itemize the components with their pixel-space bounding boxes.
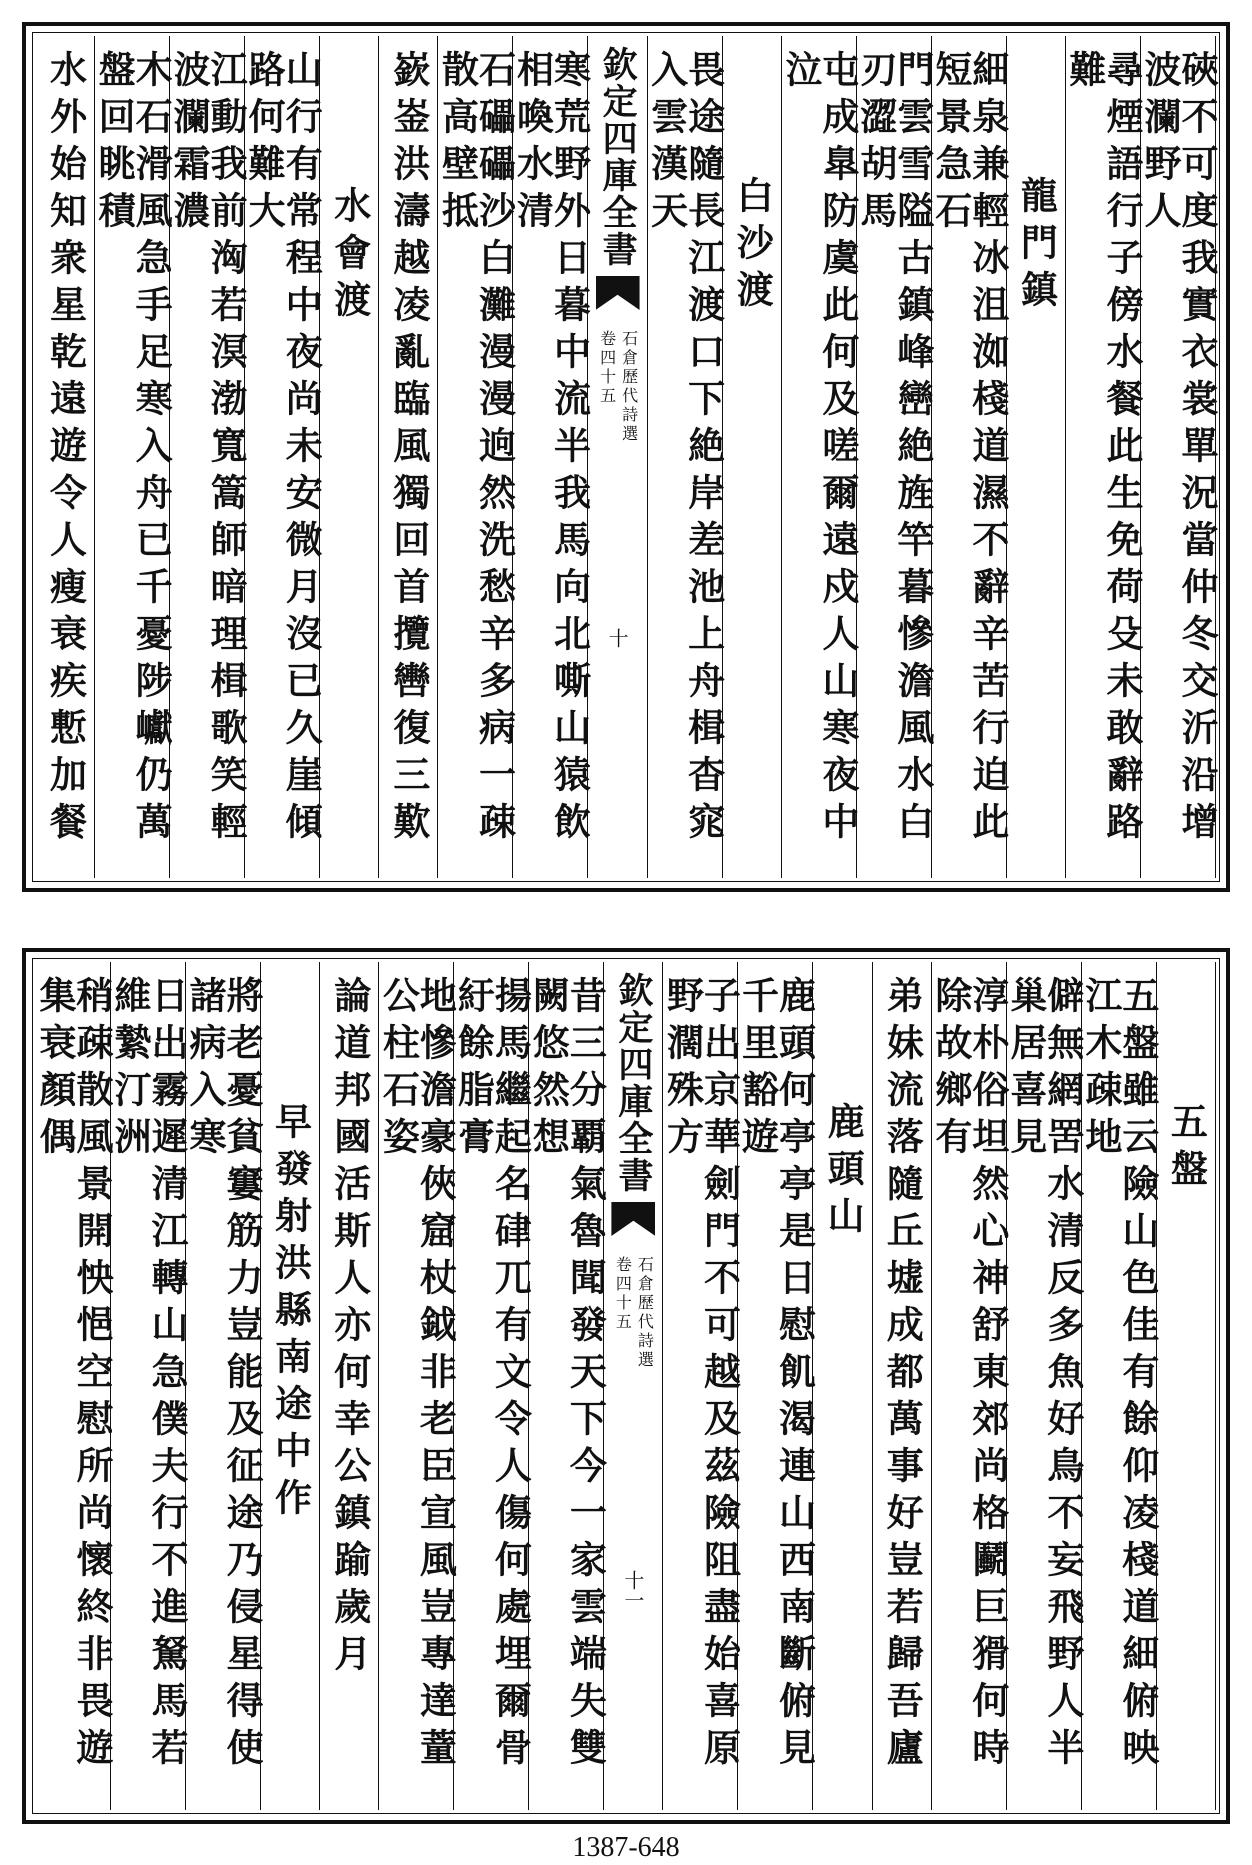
volume-label: 石倉歷代詩選 卷四十五 (613, 1256, 655, 1370)
text-column: 淳朴俗坦然心神舒東郊尚格鬬巨猾何時除故鄉有 (932, 962, 1007, 1810)
text-column: 揚馬繼起名硉兀有文令人傷何處埋爾骨紆餘脂膏 (454, 962, 529, 1810)
text-column: 稍疎散風景開怏悒空慰所尚懷終非畏遊集衰顏偶 (36, 962, 111, 1810)
page-number: 十 (605, 628, 630, 648)
text-columns (36, 36, 1219, 878)
text-column: 鹿頭何亭亭是日慰飢渴連山西南斷俯見千里豁遊 (738, 962, 813, 1810)
page-center-column (588, 36, 647, 878)
library-title: 欽定四庫全書 (612, 972, 654, 1194)
text-column: 水外始知衆星乾遠遊令人瘦衰疾慙加餐 (36, 36, 95, 878)
bottom-page (22, 948, 1230, 1824)
text-column: 將老憂貧窶筋力豈能及征途乃侵星得使諸病入寒 (186, 962, 261, 1810)
text-column: 山行有常程中夜尚未安微月沒已久崖傾路何難大 (245, 36, 320, 878)
page-number: 十一 (620, 1570, 645, 1610)
text-column: 子出京華劍門不可越及茲險阻盡始喜原野濶殊方 (663, 962, 738, 1810)
text-column: 江動我前洶若溟渤寬篙師暗理楫歌笑輕波瀾霜濃 (170, 36, 245, 878)
poem-title: 龍門鎮 (1007, 36, 1066, 878)
fish-tail-mark (611, 1202, 655, 1236)
text-column: 屯成臯防虞此何及嗟爾遠戍人山寒夜中泣 (782, 36, 857, 878)
poem-title: 鹿頭山 (813, 962, 872, 1810)
text-column: 五盤雖云險山色佳有餘仰凌棧道細俯映江木疎地 (1082, 962, 1157, 1810)
text-column: 門雲雪隘古鎮峰巒絶旌竿暮慘澹風水白刃澀胡馬 (857, 36, 932, 878)
poem-title: 水會渡 (320, 36, 379, 878)
fish-tail-mark (596, 276, 640, 310)
catalog-number: 1387-648 (572, 1832, 680, 1863)
library-title: 欽定四庫全書 (597, 46, 639, 268)
text-column: 僻無網罟水清反多魚好鳥不妄飛野人半巢居喜見 (1007, 962, 1082, 1810)
text-columns (32, 962, 1216, 1810)
poem-title: 白沙渡 (723, 36, 782, 878)
page-center-column (604, 962, 663, 1810)
text-column: 地慘澹豪俠窟杖鉞非老臣宣風豈專達蕫公柱石姿 (379, 962, 454, 1810)
text-column: 日出霧遲清江轉山急僕夫行不進駑馬若維縶汀洲 (111, 962, 186, 1810)
text-column: 細泉兼輕冰沮洳棧道濕不辭辛苦行迫此短景急石 (932, 36, 1007, 878)
top-page (22, 22, 1230, 892)
text-column: 尋煙語行子傍水餐此生免荷殳未敢辭路難 (1066, 36, 1141, 878)
text-column: 嶔崟洪濤越凌亂臨風獨回首攬轡復三歎 (379, 36, 438, 878)
text-column: 木石滑風急手足寒入舟已千憂陟巘仍萬盤回眺積 (95, 36, 170, 878)
text-column: 論道邦國活斯人亦何幸公鎮踰歲月 (320, 962, 379, 1810)
text-column: 昔三分覇氣魯聞發天下今一家雲端失雙闕悠然想 (529, 962, 604, 1810)
text-column: 石礧礧沙白灘漫漫逈然洗愁辛多病一疎散高壁抵 (438, 36, 513, 878)
text-column: 弟妹流落隨丘墟成都萬事好豈若歸吾廬 (873, 962, 932, 1810)
text-column: 寒荒野外日暮中流半我馬向北嘶山猿飲相喚水清 (513, 36, 588, 878)
text-column: 硤不可度我實衣裳單況當仲冬交沂沿增波瀾野人 (1141, 36, 1216, 878)
poem-title: 五盤 (1157, 962, 1216, 1810)
volume-label: 石倉歷代詩選 卷四十五 (597, 330, 639, 444)
poem-title: 早發射洪縣南途中作 (261, 962, 320, 1810)
text-column: 畏途隨長江渡口下絶岸差池上舟楫杳窕入雲漢天 (648, 36, 723, 878)
